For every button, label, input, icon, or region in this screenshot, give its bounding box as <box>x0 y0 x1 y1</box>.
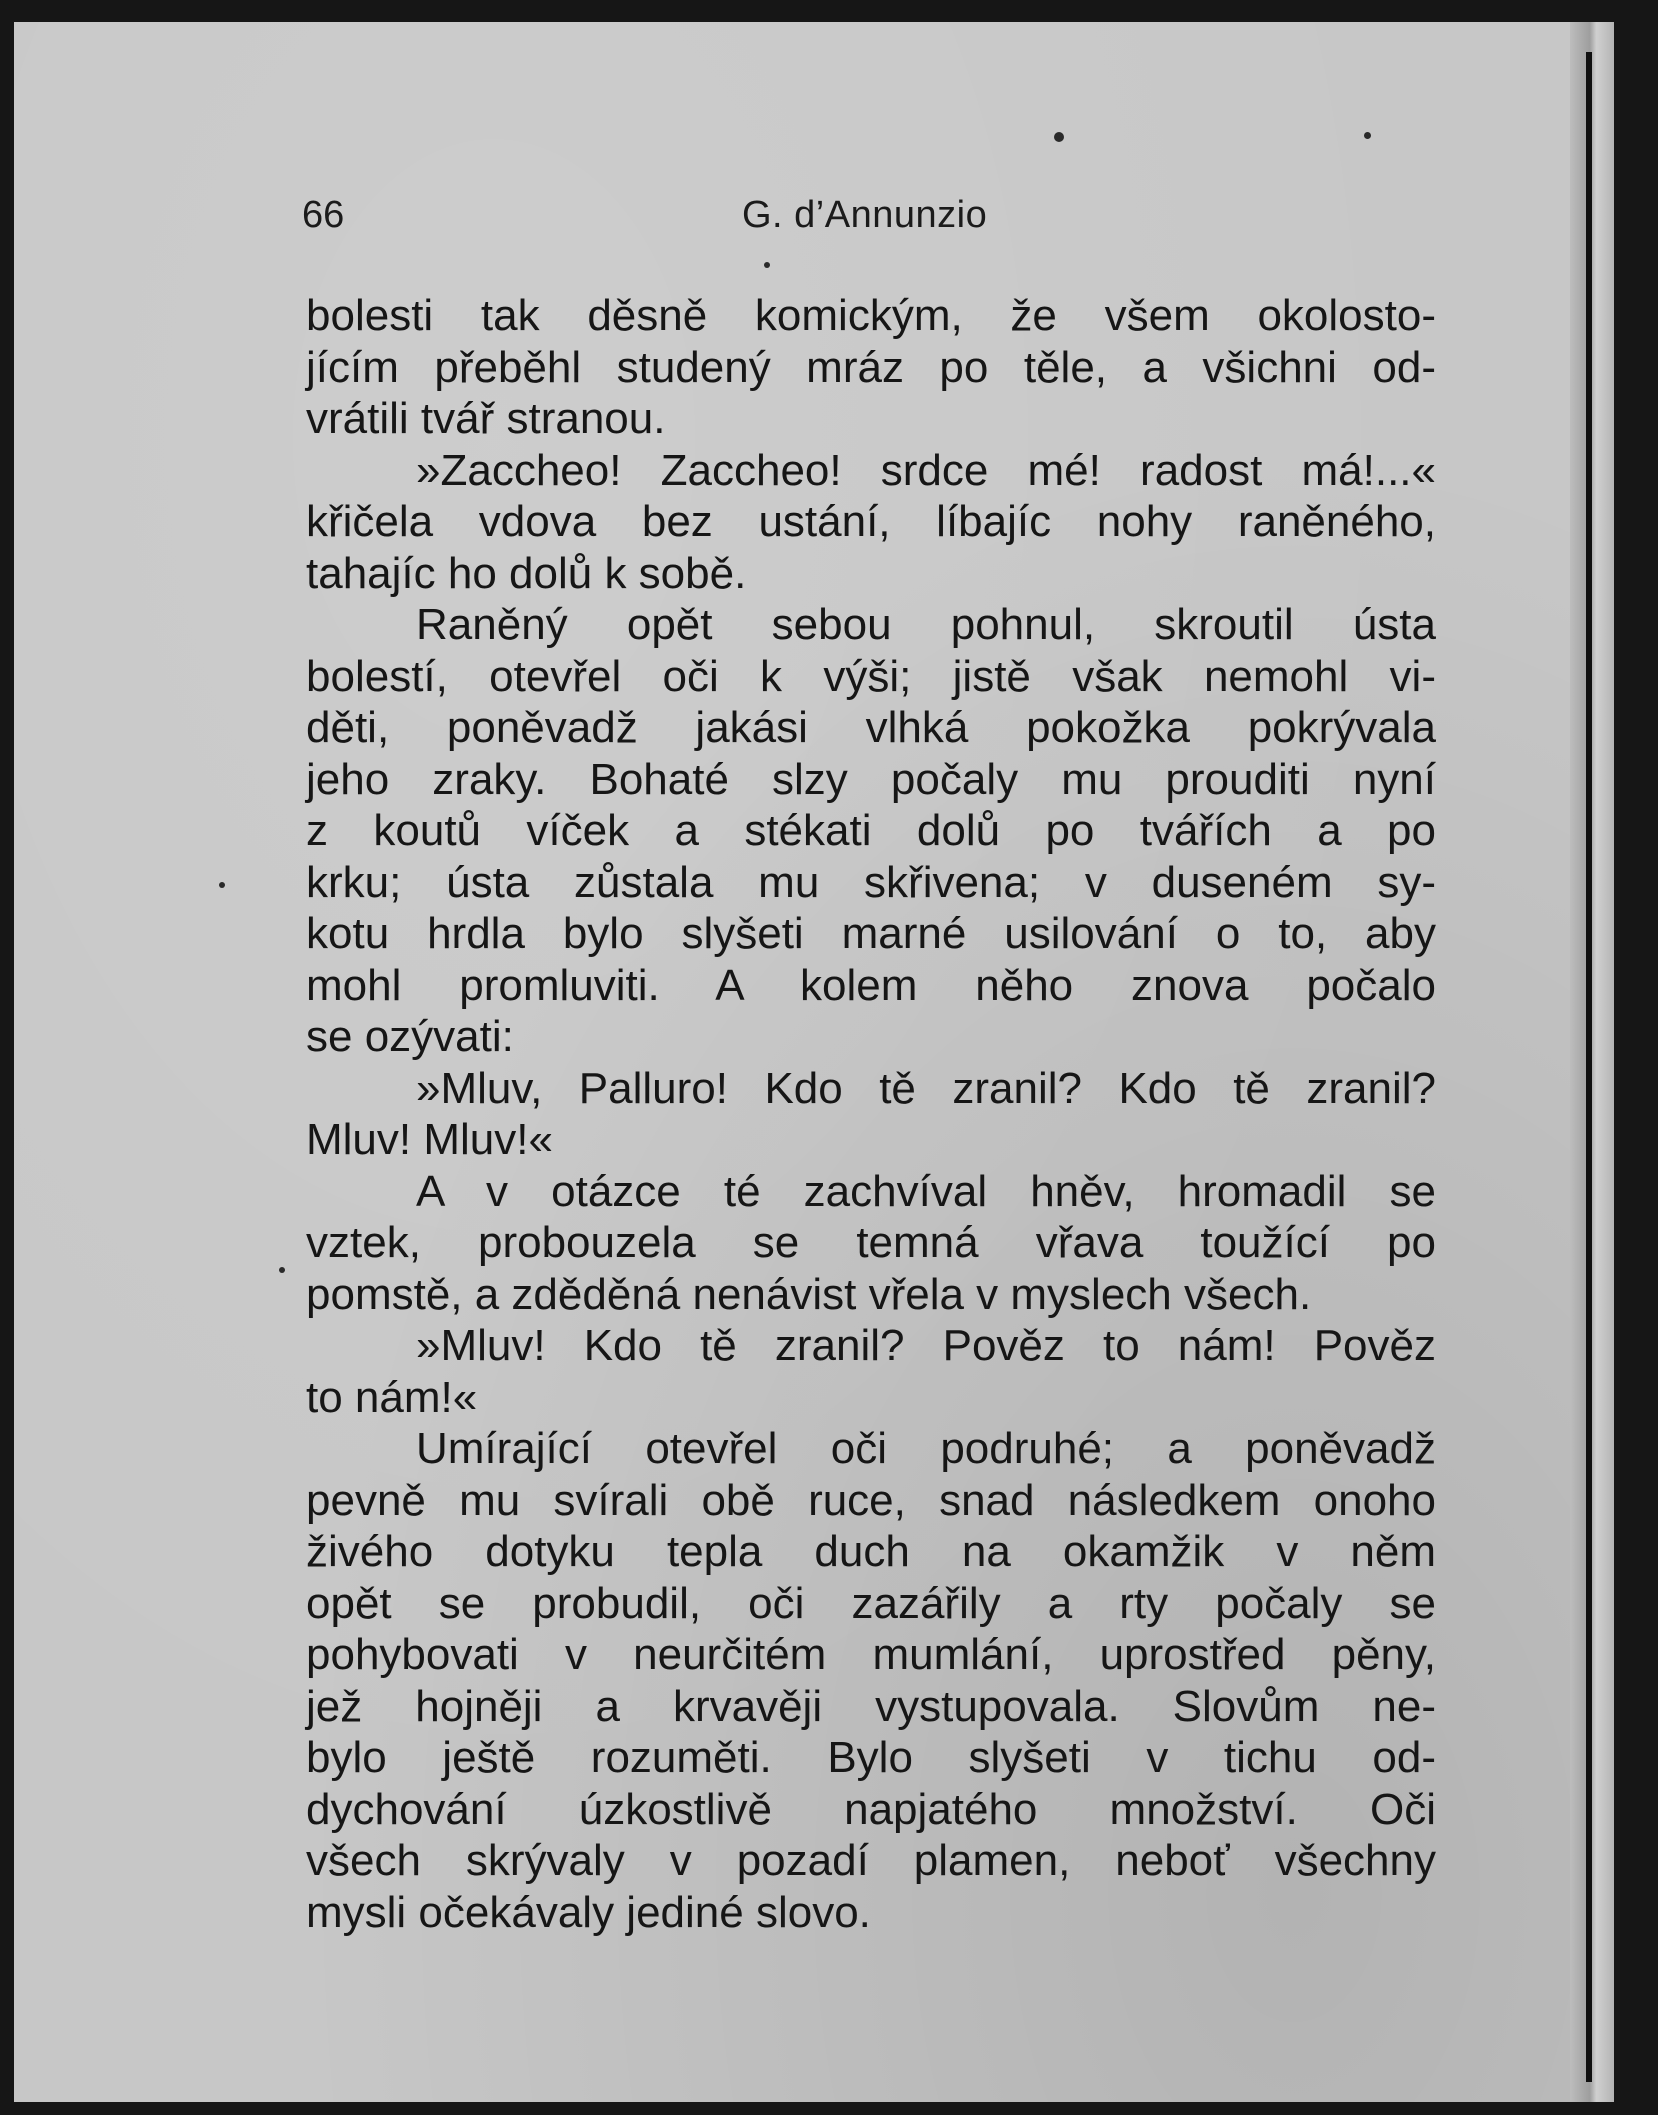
text-line: Mluv! Mluv!« <box>306 1115 553 1164</box>
text-line: dychování úzkostlivě napjatého množství. Oči <box>306 1784 1436 1834</box>
dust-speck <box>1054 132 1064 142</box>
text-line: kotu hrdla bylo slyšeti marné usilování o to, aby <box>306 909 1436 958</box>
running-head-author: G. d’Annunzio <box>742 194 988 236</box>
book-page <box>14 22 1614 2102</box>
body-text <box>306 290 1436 1938</box>
page-number: 66 <box>302 194 345 236</box>
text-line: jeho zraky. Bohaté slzy počaly mu prouditi nyní <box>306 754 1436 804</box>
text-line: »Mluv, Palluro! Kdo tě zranil? Kdo tě zranil? <box>416 1063 1436 1113</box>
text-line: živého dotyku tepla duch na okamžik v něm <box>306 1527 1436 1576</box>
text-line: »Zaccheo! Zaccheo! srdce mé! radost má!...« <box>416 445 1436 495</box>
text-line: vrátili tvář stranou. <box>306 394 666 443</box>
page-binding-edge <box>1570 22 1614 2102</box>
text-line: »Mluv! Kdo tě zranil? Pověz to nám! Pověz <box>416 1321 1436 1370</box>
dust-speck <box>219 882 225 888</box>
text-line: pomstě, a zděděná nenávist vřela v myslech všech. <box>306 1269 1312 1319</box>
text-line: křičela vdova bez ustání, líbajíc nohy raněného, <box>306 497 1436 546</box>
text-line: opět se probudil, oči zazářily a rty počaly se <box>306 1578 1436 1628</box>
text-line: se ozývati: <box>306 1012 514 1061</box>
running-head <box>302 194 1392 254</box>
text-line: bylo ještě rozuměti. Bylo slyšeti v tichu od- <box>306 1733 1436 1782</box>
text-line: Umírající otevřel oči podruhé; a poněvadž <box>416 1424 1436 1473</box>
text-line: to nám!« <box>306 1372 478 1422</box>
text-line: A v otázce té zachvíval hněv, hromadil se <box>416 1166 1436 1216</box>
text-line: krku; ústa zůstala mu skřivena; v duseném sy- <box>306 857 1436 907</box>
text-line: vztek, probouzela se temná vřava toužící po <box>306 1218 1436 1267</box>
dust-speck <box>764 262 770 268</box>
text-line: jícím přeběhl studený mráz po těle, a všichni od- <box>306 342 1436 392</box>
text-line: bolestí, otevřel oči k výši; jistě však nemohl vi- <box>306 651 1436 701</box>
text-line: z koutů víček a stékati dolů po tvářích a po <box>306 806 1436 855</box>
text-line: všech skrývaly v pozadí plamen, neboť všechny <box>306 1836 1436 1885</box>
text-line: pohybovati v neurčitém mumlání, uprostřed pěny, <box>306 1630 1436 1679</box>
text-line: pevně mu svírali obě ruce, snad následkem onoho <box>306 1475 1436 1525</box>
text-line: mohl promluviti. A kolem něho znova počalo <box>306 960 1436 1010</box>
dust-speck <box>1364 132 1371 139</box>
text-line: bolesti tak děsně komickým, že všem okolosto- <box>306 291 1436 340</box>
dust-speck <box>279 1267 285 1273</box>
text-line: děti, poněvadž jakási vlhká pokožka pokrývala <box>306 703 1436 752</box>
binding-shadow-line <box>1586 52 1592 2082</box>
text-line: jež hojněji a krvavěji vystupovala. Slovům ne- <box>306 1681 1436 1731</box>
text-line: mysli očekávaly jediné slovo. <box>306 1887 871 1937</box>
text-line: Raněný opět sebou pohnul, skroutil ústa <box>416 600 1436 649</box>
text-line: tahajíc ho dolů k sobě. <box>306 548 747 598</box>
